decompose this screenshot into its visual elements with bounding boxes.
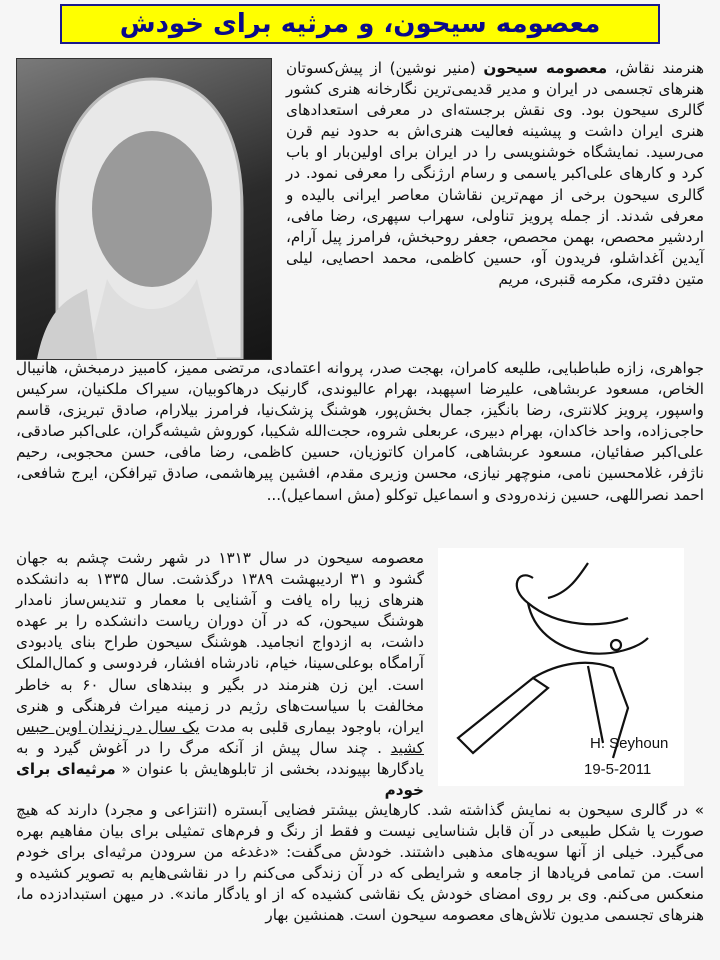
- artist-name: معصومه سیحون: [483, 59, 608, 77]
- title-banner: [60, 4, 660, 44]
- bird-drawing: [438, 548, 684, 786]
- signature-text: H. Seyhoun: [590, 735, 669, 752]
- closing-paragraph: » در گالری سیحون به نمایش گذاشته شد. کارهایش بیشتر فضایی آبستره (انتزاعی و مجرد) دارند که هیچ صورت یا شکل طبیعی در آن قابل شناسایی نیست و فقط از رنگ و فرم‌های تمثیلی برای بیان مفاهیم بهره می‌گیرد. خیلی از آنها سویه‌های مذهبی داشتند. خودش می‌گفت: «دغدغه من سرودن مرثیه‌ای برای خودم است. من تمامی فریادها از جامعه و شرایطی که در آن زندگی می‌کنم را در نقاشی‌هایم به تصویر کشیده و منعکس می‌کنم. وی بر روی امضای خودش یک نقاشی کشیده که از او یادگار ماند». در میهن استبدادزده ما، هنرهای تجسمی مدیون تلاش‌های معصومه سیحون است. همنشین بهار: [16, 801, 704, 925]
- portrait-photo: [16, 58, 272, 360]
- date-text: 19-5-2011: [584, 761, 652, 778]
- biography-paragraph: [16, 548, 424, 801]
- exhibition-title: مرثیه‌ای برای خودم: [16, 759, 424, 800]
- intro-text: (منیر نوشین) از پیش‌کسوتان هنرهای تجسمی در ایران و مدیر قدیمی‌ترین نگارخانه هنری کشور گالری سیحون بود. وی نقش برجسته‌ای در معرفی استعدادهای هنری ایران داشت و پیشینه فعالیت هنری‌اش به حدود نیم قرن می‌رسید. نمایشگاه خوشنویسی را در ایران برای اولین‌بار او باب کرد و کارهای علی‌اکبر یاسمی و رسام ارژنگی را معرفی نمود. در گالری سیحون برخی از مهم‌ترین نقاشان معاصر ایرانی بالیده و معرفی شدند. از جمله پرویز تناولی، سهراب سپهری، رضا مافی، اردشیر محصص، بهمن محصص، جعفر روحبخش، فرامرز پیل آرام، آیدین آغداشلو، فریدون آو، حسین کاظمی، محمد احصایی، لیلی متین دفتری، مکرمه قنبری، مریم: [286, 59, 704, 288]
- prison-note: یک سال در زندان اوین حبس کشید: [16, 717, 425, 757]
- artists-list: جواهری، زازه طباطبایی، طلیعه کامران، بهجت صدر، پروانه اعتمادی، مرتضی ممیز، کامبیز درمبخش، هانیبال الخاص، مسعود عربشاهی، علیرضا اسپهبد، بهرام عالیوندی، گارنیک درهاکوبیان، سیراک ملکنیان، سرکیس واسپور، پرویز کلانتری، رضا بانگیز، جمال بخش‌پور، هوشنگ پزشک‌نیا، فرامرز بیلارام، صادق تبریزی، قاسم حاجی‌زاده، واحد خاکدان، بهرام دبیری، عربعلی شروه، حجت‌الله شکیبا، کوروش شیشه‌گران، علی‌اکبر صادقی، علی‌اکبر صفائیان، مسعود عربشاهی، کامران کاتوزیان، حسین کاظمی، رضا مافی، حسن محجوبی، رحیم ناژفر، غلامحسین نامی، منوچهر نیازی، محسن وزیری مقدم، افشین پیرهاشمی، صادق تیرافکن، ایرج شافعی، احمد نصراللهی، حسین زنده‌رودی و اسماعیل توکلو (مش اسماعیل)...: [16, 359, 704, 504]
- intro-paragraph: [286, 58, 704, 290]
- portrait-illustration: [17, 59, 271, 359]
- bio-text-b: . چند سال پیش از آنکه مرگ را در آغوش گیرد و به یادگارها بپیوندد، بخشی از تابلوهایش با عنوان «: [16, 738, 425, 778]
- page-title: معصومه سیحون، و مرثیه برای خودش: [119, 9, 601, 39]
- intro-lead: هنرمند نقاش،: [614, 59, 705, 77]
- ink-drawing: [438, 548, 684, 786]
- bio-text-a: معصومه سیحون در سال ۱۳۱۳ در شهر رشت چشم به جهان گشود و ۳۱ اردیبهشت ۱۳۸۹ درگذشت. سال ۱۳۳۵ به دانشکده هنرهای زیبا راه یافت و آشنایی با معمار و تندیس‌ساز نامدار هوشنگ سیحون، که در آن دوران ریاست دانشکده را بر عهده داشت، به ازدواج انجامید. هوشنگ سیحون طراح بنای یادبودی آرامگاه بوعلی‌سینا، خیام، نادرشاه افشار، فردوسی و کمال‌الملک است. این زن هنرمند در بگیر و ببندهای سال ۶۰ به خاطر مخالفت با سیاست‌های رژیم در زمینه میراث فرهنگی و هنری ایران، باوجود بیماری قلبی به مدت: [16, 549, 425, 736]
